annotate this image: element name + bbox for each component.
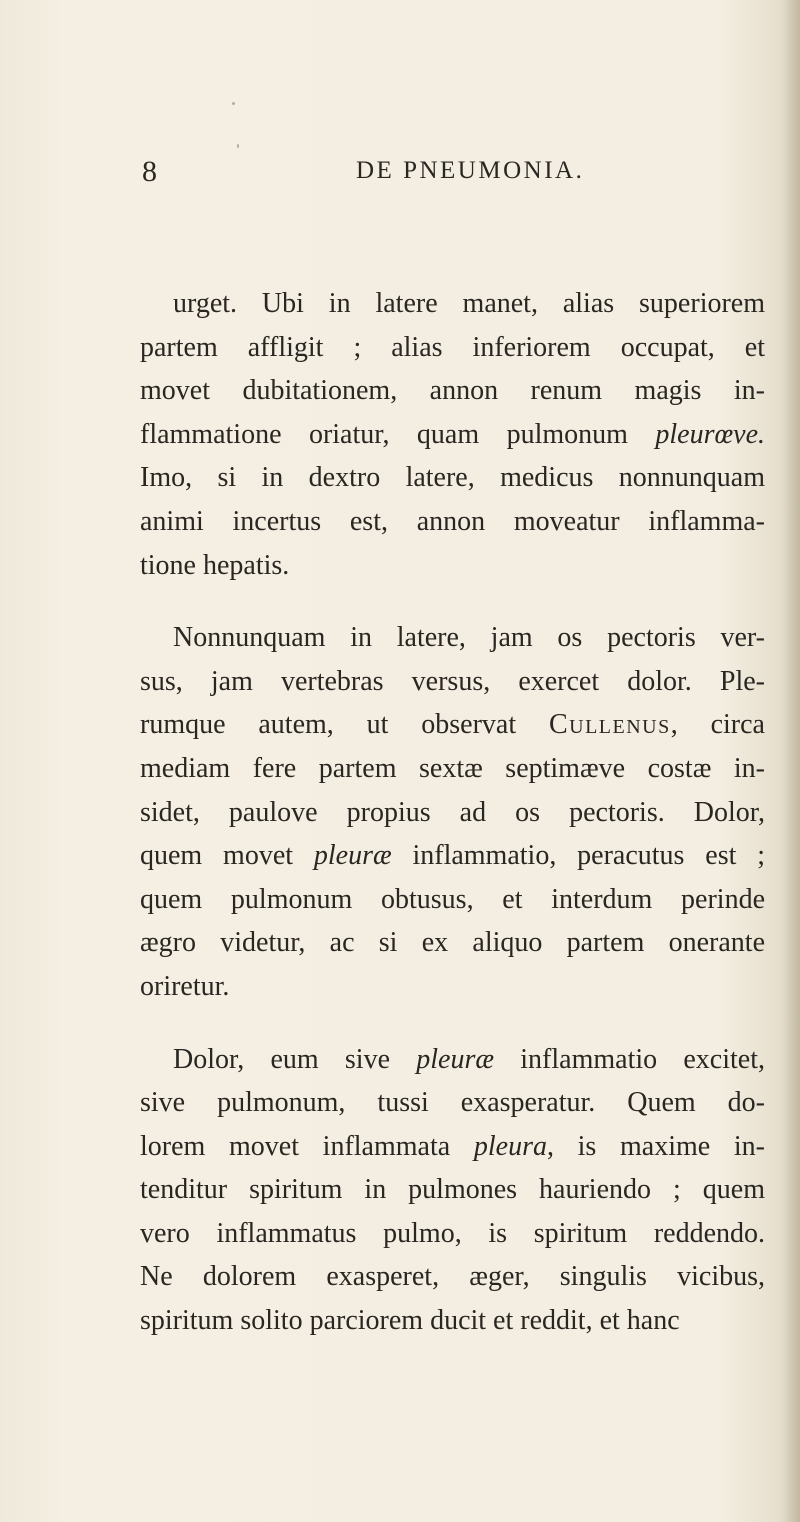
text-line: [140, 413, 765, 457]
italic-term: pleura: [473, 1130, 547, 1162]
text-line: [140, 660, 765, 704]
text-run: rumque autem, ut observat: [140, 709, 549, 741]
text-run: inflammatio, peracutus est ;: [391, 840, 765, 872]
paragraph: [140, 1038, 765, 1343]
text-line: [140, 500, 765, 544]
italic-term: pleuræ: [416, 1043, 495, 1075]
text-line: [140, 878, 765, 922]
text-run: Ne dolorem exasperet, æger, singulis vicibus,: [140, 1261, 765, 1293]
text-run: vero inflammatus pulmo, is spiritum reddendo.: [140, 1217, 765, 1249]
text-run: flammatione oriatur, quam pulmonum: [140, 418, 656, 450]
running-head: DE PNEUMONIA.: [356, 157, 585, 184]
ink-speck: [232, 102, 235, 105]
italic-term: pleuræ: [313, 840, 392, 872]
text-run: Dolor, eum sive: [173, 1043, 417, 1075]
text-run: partem affligit ; alias inferiorem occupat, et: [140, 331, 765, 363]
text-run: , is maxime in-: [546, 1130, 765, 1162]
text-run: sus, jam vertebras versus, exercet dolor. Ple-: [140, 665, 765, 697]
text-run: ægro videtur, ac si ex aliquo partem onerante: [140, 927, 765, 959]
text-run: sive pulmonum, tussi exasperatur. Quem do-: [140, 1087, 765, 1119]
text-line: [140, 1212, 765, 1256]
text-line: [140, 282, 765, 326]
text-run: Imo, si in dextro latere, medicus nonnunquam: [140, 462, 765, 494]
text-line: [140, 747, 765, 791]
text-run: spiritum solito parciorem ducit et reddit, et hanc: [140, 1305, 680, 1337]
text-run: movet dubitationem, annon renum magis in-: [140, 375, 765, 407]
text-run: sidet, paulove propius ad os pectoris. Dolor,: [140, 796, 765, 828]
text-line: [140, 1038, 765, 1082]
text-line: [140, 544, 765, 588]
paragraph: [140, 282, 765, 587]
page-header: [142, 155, 762, 195]
page-edge-shadow: [782, 0, 800, 1522]
text-line: [140, 791, 765, 835]
text-line: [140, 1081, 765, 1125]
paragraph: [140, 616, 765, 1008]
text-line: [140, 326, 765, 370]
text-line: [140, 703, 765, 747]
ink-speck: [237, 144, 239, 148]
text-run: oriretur.: [140, 970, 230, 1002]
text-line: [140, 834, 765, 878]
author-name: Cullenus: [548, 709, 671, 741]
italic-term: pleurœve.: [655, 418, 765, 450]
page-number: 8: [142, 155, 158, 188]
text-line: [140, 1125, 765, 1169]
text-line: [140, 456, 765, 500]
text-run: inflammatio excitet,: [494, 1043, 765, 1075]
text-line: [140, 921, 765, 965]
text-run: mediam fere partem sextæ septimæve costæ in-: [140, 752, 765, 784]
text-line: [140, 616, 765, 660]
text-run: , circa: [670, 709, 765, 741]
text-run: tenditur spiritum in pulmones hauriendo ; quem: [140, 1174, 765, 1206]
text-run: tione hepatis.: [140, 549, 290, 581]
text-line: [140, 1168, 765, 1212]
text-run: quem pulmonum obtusus, et interdum perinde: [140, 883, 765, 915]
text-line: [140, 965, 765, 1009]
text-line: [140, 1299, 765, 1343]
text-run: lorem movet inflammata: [140, 1130, 474, 1162]
text-run: animi incertus est, annon moveatur inflamma-: [140, 505, 765, 537]
text-run: Nonnunquam in latere, jam os pectoris ver-: [173, 622, 765, 654]
body-text: [140, 282, 765, 1372]
text-line: [140, 1255, 765, 1299]
text-run: urget. Ubi in latere manet, alias superiorem: [173, 288, 765, 319]
text-line: [140, 369, 765, 413]
text-run: quem movet: [140, 840, 314, 872]
